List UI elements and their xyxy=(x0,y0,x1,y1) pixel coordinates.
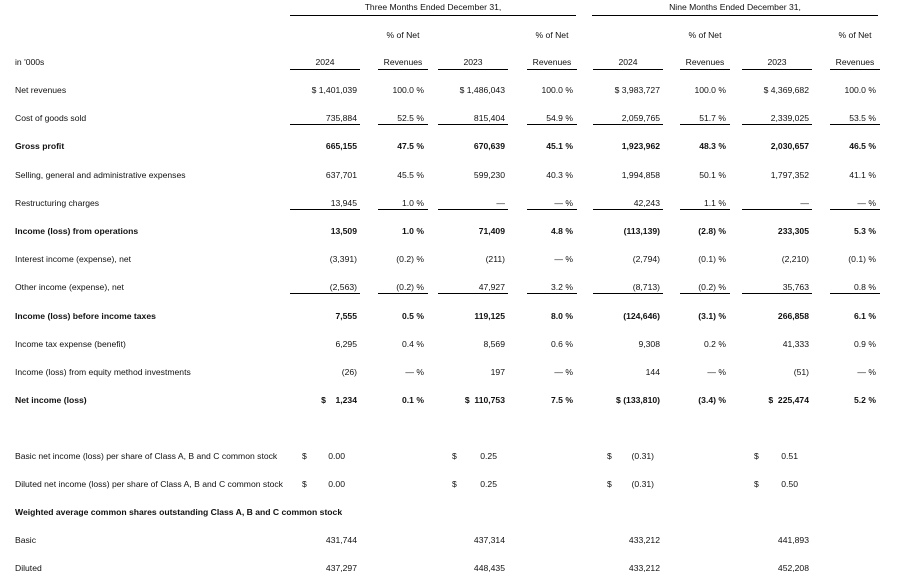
shares-value-n23: 452,208 xyxy=(777,563,809,573)
header-underline xyxy=(378,69,428,70)
cell-q24p: 100.0 % xyxy=(392,85,424,95)
cell-n23: 35,763 xyxy=(782,282,809,292)
eps-value-n23: 0.51 xyxy=(781,451,798,461)
cell-q23: 8,569 xyxy=(483,339,505,349)
subtotal-rule xyxy=(593,209,663,210)
cell-q24: 6,295 xyxy=(335,339,357,349)
cell-n24p: 48.3 % xyxy=(699,141,726,151)
cell-n24: $ 3,983,727 xyxy=(614,85,660,95)
subtotal-rule xyxy=(527,124,577,125)
cell-q24: (3,391) xyxy=(329,254,357,264)
row-label: Income (loss) from operations xyxy=(15,226,139,236)
row-label: Income (loss) before income taxes xyxy=(15,311,156,321)
subtotal-rule xyxy=(742,293,812,294)
currency-symbol: $ xyxy=(302,451,307,461)
cell-n23: (2,210) xyxy=(781,254,809,264)
subtotal-rule xyxy=(438,124,508,125)
cell-q23p: 45.1 % xyxy=(546,141,573,151)
cell-q23p: 3.2 % xyxy=(551,282,573,292)
cell-n23p: — % xyxy=(857,198,876,208)
shares-value-n23: 441,893 xyxy=(777,535,809,545)
cell-q24p: 52.5 % xyxy=(397,113,424,123)
cell-n24p: (2.8) % xyxy=(698,226,726,236)
cell-q24p: 1.0 % xyxy=(402,226,424,236)
cell-q23: — xyxy=(496,198,505,208)
header-underline xyxy=(742,69,812,70)
cell-n23p: 46.5 % xyxy=(849,141,876,151)
cell-q23: 71,409 xyxy=(478,226,505,236)
cell-n23p: (0.1) % xyxy=(848,254,876,264)
n24-pct-header-line2: Revenues xyxy=(685,57,725,67)
cell-q23p: — % xyxy=(554,254,573,264)
cell-q24: 13,509 xyxy=(330,226,357,236)
row-label: Net income (loss) xyxy=(15,395,87,405)
row-label: Gross profit xyxy=(15,141,65,151)
subtotal-rule xyxy=(593,293,663,294)
row-label: Other income (expense), net xyxy=(15,282,124,292)
cell-q23p: 8.0 % xyxy=(551,311,573,321)
subtotal-rule xyxy=(527,293,577,294)
cell-q24p: (0.2) % xyxy=(396,282,424,292)
q23-year-header: 2023 xyxy=(463,57,483,67)
cell-q24p: 0.1 % xyxy=(402,395,424,405)
row-label: Selling, general and administrative expenses xyxy=(15,170,186,180)
cell-n24: (2,794) xyxy=(632,254,660,264)
row-label: Income tax expense (benefit) xyxy=(15,339,126,349)
eps-value-q24: 0.00 xyxy=(328,479,345,489)
subtotal-rule xyxy=(378,293,428,294)
cell-n24p: (0.2) % xyxy=(698,282,726,292)
subtotal-rule xyxy=(680,293,730,294)
subtotal-rule xyxy=(680,124,730,125)
subtotal-rule xyxy=(680,209,730,210)
cell-n24: (113,139) xyxy=(623,226,660,236)
cell-q23p: 7.5 % xyxy=(551,395,573,405)
n23-pct-header-line1: % of Net xyxy=(838,30,872,40)
cell-q23: $ 1,486,043 xyxy=(459,85,505,95)
cell-n24p: 50.1 % xyxy=(699,170,726,180)
shares-value-q23: 437,314 xyxy=(473,535,505,545)
currency-symbol: $ xyxy=(754,479,759,489)
subtotal-rule xyxy=(290,209,360,210)
cell-n24p: (0.1) % xyxy=(698,254,726,264)
shares-value-q24: 437,297 xyxy=(325,563,357,573)
subtotal-rule xyxy=(593,124,663,125)
cell-q23p: — % xyxy=(554,198,573,208)
currency-symbol: $ xyxy=(607,479,612,489)
cell-n24p: (3.4) % xyxy=(698,395,726,405)
cell-n24: 42,243 xyxy=(633,198,660,208)
row-label: Cost of goods sold xyxy=(15,113,87,123)
header-underline xyxy=(593,69,663,70)
cell-q24: 665,155 xyxy=(325,141,357,151)
shares-value-q24: 431,744 xyxy=(325,535,357,545)
q24-pct-header-line1: % of Net xyxy=(386,30,420,40)
cell-q24: 637,701 xyxy=(325,170,357,180)
eps-value-n24: (0.31) xyxy=(631,451,654,461)
cell-n23p: 41.1 % xyxy=(849,170,876,180)
eps-value-n23: 0.50 xyxy=(781,479,798,489)
subtotal-rule xyxy=(742,124,812,125)
nine-months-rule xyxy=(592,15,878,16)
eps-value-q23: 0.25 xyxy=(480,451,497,461)
cell-n24: 1,923,962 xyxy=(621,141,660,151)
cell-n24: $ (133,810) xyxy=(616,395,660,405)
cell-n23p: — % xyxy=(857,367,876,377)
cell-q23: (211) xyxy=(485,254,505,264)
cell-q24: $ 1,401,039 xyxy=(311,85,357,95)
cell-n24p: 51.7 % xyxy=(699,113,726,123)
currency-symbol: $ xyxy=(607,451,612,461)
cell-q24p: 0.5 % xyxy=(402,311,424,321)
currency-symbol: $ xyxy=(754,451,759,461)
n23-pct-header-line2: Revenues xyxy=(835,57,875,67)
cell-n24p: 0.2 % xyxy=(704,339,726,349)
header-underline xyxy=(438,69,508,70)
subtotal-rule xyxy=(378,209,428,210)
cell-n23: 266,858 xyxy=(777,311,809,321)
cell-n24p: 1.1 % xyxy=(704,198,726,208)
cell-q23p: 100.0 % xyxy=(541,85,573,95)
cell-q23p: 54.9 % xyxy=(546,113,573,123)
cell-n23: — xyxy=(800,198,809,208)
cell-n23p: 5.2 % xyxy=(854,395,876,405)
units-label: in '000s xyxy=(15,57,45,67)
cell-q23: 815,404 xyxy=(473,113,505,123)
eps-value-n24: (0.31) xyxy=(631,479,654,489)
cell-q23p: 4.8 % xyxy=(551,226,573,236)
n24-year-header: 2024 xyxy=(618,57,638,67)
cell-q24p: 1.0 % xyxy=(402,198,424,208)
currency-symbol: $ xyxy=(452,451,457,461)
cell-n24: 9,308 xyxy=(638,339,660,349)
shares-value-q23: 448,435 xyxy=(473,563,505,573)
currency-symbol: $ xyxy=(302,479,307,489)
weighted-shares-heading: Weighted average common shares outstanding Class A, B and C common stock xyxy=(15,507,343,517)
cell-n24: 1,994,858 xyxy=(621,170,660,180)
shares-label: Diluted xyxy=(15,563,42,573)
cell-q24: 7,555 xyxy=(335,311,357,321)
subtotal-rule xyxy=(830,209,880,210)
cell-q24: 735,884 xyxy=(325,113,357,123)
cell-q24p: 45.5 % xyxy=(397,170,424,180)
q23-pct-header-line1: % of Net xyxy=(535,30,569,40)
three-months-rule xyxy=(290,15,576,16)
subtotal-rule xyxy=(438,293,508,294)
cell-n23: $ 4,369,682 xyxy=(763,85,809,95)
q24-pct-header-line2: Revenues xyxy=(383,57,423,67)
shares-value-n24: 433,212 xyxy=(628,563,660,573)
cell-n24p: 100.0 % xyxy=(694,85,726,95)
three-months-header: Three Months Ended December 31, xyxy=(364,2,502,12)
header-underline xyxy=(680,69,730,70)
cell-n23: 2,030,657 xyxy=(770,141,809,151)
cell-n23p: 6.1 % xyxy=(854,311,876,321)
eps-value-q23: 0.25 xyxy=(480,479,497,489)
row-label: Net revenues xyxy=(15,85,67,95)
q24-year-header: 2024 xyxy=(315,57,335,67)
subtotal-rule xyxy=(290,293,360,294)
subtotal-rule xyxy=(830,124,880,125)
cell-n23p: 0.9 % xyxy=(854,339,876,349)
cell-n23p: 5.3 % xyxy=(854,226,876,236)
cell-n24: 144 xyxy=(645,367,660,377)
header-underline xyxy=(527,69,577,70)
cell-q23: 670,639 xyxy=(473,141,505,151)
cell-q23p: — % xyxy=(554,367,573,377)
subtotal-rule xyxy=(438,209,508,210)
header-underline xyxy=(290,69,360,70)
cell-n23p: 53.5 % xyxy=(849,113,876,123)
currency-symbol: $ xyxy=(452,479,457,489)
n24-pct-header-line1: % of Net xyxy=(688,30,722,40)
cell-n23: 1,797,352 xyxy=(770,170,809,180)
cell-q24: (26) xyxy=(341,367,357,377)
cell-q24: (2,563) xyxy=(329,282,357,292)
header-underline xyxy=(830,69,880,70)
cell-n24: (8,713) xyxy=(632,282,660,292)
shares-value-n24: 433,212 xyxy=(628,535,660,545)
cell-q24: $ 1,234 xyxy=(321,395,357,405)
cell-n23: $ 225,474 xyxy=(768,395,809,405)
subtotal-rule xyxy=(527,209,577,210)
cell-n23: (51) xyxy=(793,367,809,377)
cell-q23: 599,230 xyxy=(473,170,505,180)
cell-q23: $ 110,753 xyxy=(464,395,505,405)
cell-q23: 119,125 xyxy=(474,311,505,321)
cell-q24p: (0.2) % xyxy=(396,254,424,264)
cell-q23: 47,927 xyxy=(478,282,505,292)
cell-n23p: 0.8 % xyxy=(854,282,876,292)
subtotal-rule xyxy=(830,293,880,294)
cell-q24p: — % xyxy=(405,367,424,377)
nine-months-header: Nine Months Ended December 31, xyxy=(669,2,801,12)
cell-n24p: — % xyxy=(707,367,726,377)
cell-n24: (124,646) xyxy=(623,311,660,321)
cell-n23: 233,305 xyxy=(777,226,809,236)
row-label: Income (loss) from equity method investments xyxy=(15,367,191,377)
cell-q24p: 0.4 % xyxy=(402,339,424,349)
eps-label: Basic net income (loss) per share of Class A, B and C common stock xyxy=(15,451,278,461)
cell-q24: 13,945 xyxy=(330,198,357,208)
n23-year-header: 2023 xyxy=(767,57,787,67)
row-label: Interest income (expense), net xyxy=(15,254,132,264)
row-label: Restructuring charges xyxy=(15,198,100,208)
q23-pct-header-line2: Revenues xyxy=(532,57,572,67)
cell-n23: 2,339,025 xyxy=(770,113,809,123)
cell-n24: 2,059,765 xyxy=(621,113,660,123)
subtotal-rule xyxy=(378,124,428,125)
cell-q24p: 47.5 % xyxy=(397,141,424,151)
cell-n24p: (3.1) % xyxy=(698,311,726,321)
cell-n23p: 100.0 % xyxy=(844,85,876,95)
subtotal-rule xyxy=(742,209,812,210)
cell-n23: 41,333 xyxy=(782,339,809,349)
subtotal-rule xyxy=(290,124,360,125)
cell-q23p: 40.3 % xyxy=(546,170,573,180)
eps-label: Diluted net income (loss) per share of Class A, B and C common stock xyxy=(15,479,283,489)
eps-value-q24: 0.00 xyxy=(328,451,345,461)
cell-q23: 197 xyxy=(490,367,505,377)
shares-label: Basic xyxy=(15,535,37,545)
cell-q23p: 0.6 % xyxy=(551,339,573,349)
